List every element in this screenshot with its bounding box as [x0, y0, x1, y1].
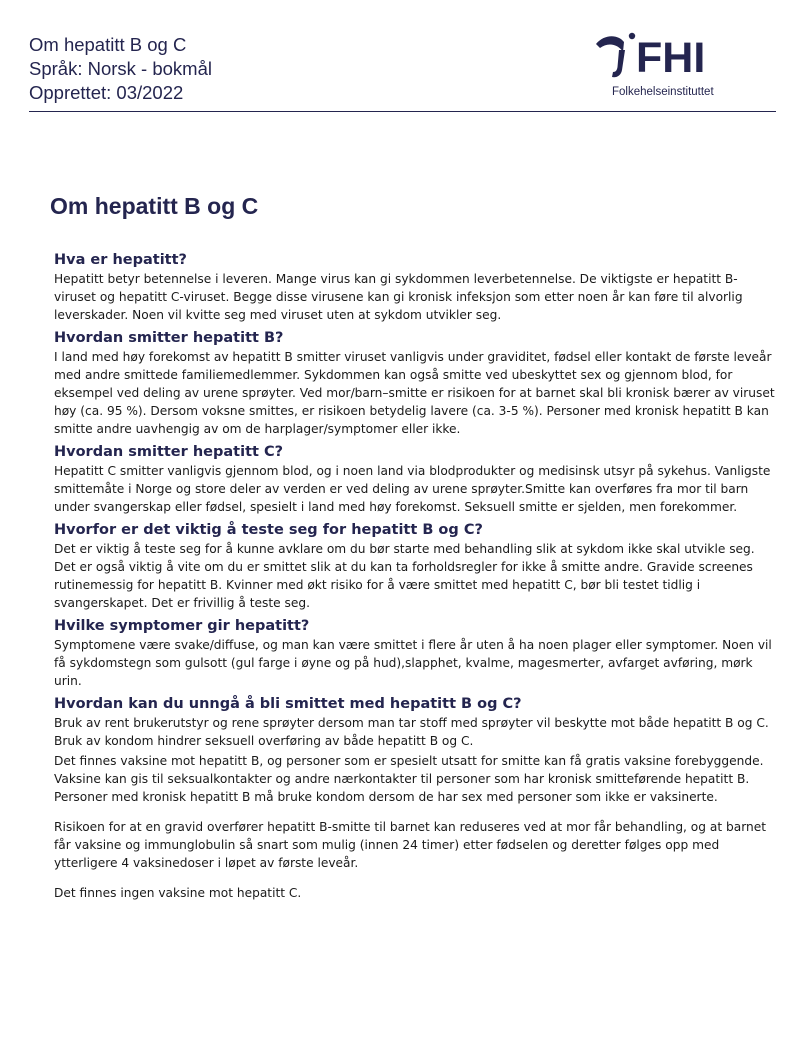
section-heading: Hvordan smitter hepatitt C? — [54, 444, 284, 460]
section-paragraph: Hepatitt C smitter vanligvis gjennom blod, og i noen land via blodprodukter og medisinsk utsyr på sykehus. Vanligste smittemåte i Norge og store deler av verden er ved deling av urene sprøyter.Smitte kan overføres fra mor til barn under svangerskap eller fødsel, spesielt i land med høy forekomst. Seksuell smitte er sjelden, men forekommer. — [54, 464, 771, 514]
section-paragraph: Det finnes ingen vaksine mot hepatitt C. — [54, 886, 302, 900]
section-heading: Hvordan smitter hepatitt B? — [54, 330, 284, 346]
section-transmission-c — [54, 442, 779, 516]
meta-title: Om hepatitt B og C — [29, 34, 187, 55]
section-paragraph: Det finnes vaksine mot hepatitt B, og personer som er spesielt utsatt for smitte kan få gratis vaksine forebyggende. Vaksine kan gis til seksualkontakter og andre nærkontakter til personer som har kronisk smitteførende hepatitt B. Personer med kronisk hepatitt B må bruke kondom dersom de har sex med personer som ikke er vaksinerte. — [54, 754, 764, 804]
section-paragraph: Hepatitt betyr betennelse i leveren. Mange virus kan gi sykdommen leverbetennelse. De viktigste er hepatitt B-viruset og hepatitt C-viruset. Begge disse virusene kan gi kronisk infeksjon som etter noen år kan føre til alvorlig leverskader. Noen vil kvitte seg med viruset uten at sykdom utvikler seg. — [54, 272, 743, 322]
section-paragraph: I land med høy forekomst av hepatitt B smitter viruset vanligvis under graviditet, fødsel eller kontakt de første leveår med andre smittede familiemedlemmer. Sykdommen kan også smitte ved ubeskyttet sex og gjennom blod, for eksempel ved deling av urene sprøyter. Ved mor/barn–smitte er risikoen for at barnet skal bli kronisk bærer av viruset høy (ca. 95 %). Dersom voksne smittes, er risikoen betydelig lavere (ca. 3-5 %). Personer med kronisk hepatitt B kan smitte andre uavhengig av om de harplager/symptomer eller ikke. — [54, 350, 775, 436]
section-why-test — [54, 520, 779, 612]
section-paragraph: Risikoen for at en gravid overfører hepatitt B-smitte til barnet kan reduseres ved at mor får behandling, og at barnet får vaksine og immunglobulin så snart som mulig (innen 24 timer) etter fødselen og deretter følges opp med ytterligere 4 vaksinedoser i løpet av første leveår. — [54, 820, 766, 870]
document-meta — [29, 33, 212, 105]
header-divider — [29, 111, 776, 112]
meta-language: Språk: Norsk - bokmål — [29, 58, 212, 79]
meta-created: Opprettet: 03/2022 — [29, 82, 184, 103]
section-heading: Hvorfor er det viktig å teste seg for hepatitt B og C? — [54, 522, 483, 538]
section-prevention — [54, 694, 779, 902]
fhi-figure-icon — [592, 30, 638, 80]
section-paragraph: Symptomene være svake/diffuse, og man kan være smittet i flere år uten å ha noen plager eller symptomer. Noen vil få sykdomstegn som gulsott (gul farge i øyne og på hud),slapphet, kvalme, magesmerter, avfarget avføring, mørk urin. — [54, 638, 772, 688]
logo-acronym: FHI — [636, 34, 706, 82]
document-body — [54, 250, 779, 906]
section-paragraph: Det er viktig å teste seg for å kunne avklare om du bør starte med behandling slik at sykdom ikke skal utvikle seg. Det er også viktig å vite om du er smittet slik at du kan ta forholdsregler for ikke å smitte andre. Gravide screenes rutinemessig for hepatitt B. Kvinner med økt risiko for å være smittet med hepatitt C, bør bli testet tidlig i svangerskapet. Det er frivillig å teste seg. — [54, 542, 755, 610]
section-what-is-hepatitis — [54, 250, 779, 324]
section-heading: Hvordan kan du unngå å bli smittet med hepatitt B og C? — [54, 696, 522, 712]
page-title: Om hepatitt B og C — [50, 193, 259, 219]
section-paragraph: Bruk av rent brukerutstyr og rene sprøyter dersom man tar stoff med sprøyter vil beskytte mot både hepatitt B og C. Bruk av kondom hindrer seksuell overføring av både hepatitt B og C. — [54, 716, 769, 748]
fhi-logo — [592, 30, 742, 105]
section-transmission-b — [54, 328, 779, 438]
section-symptoms — [54, 616, 779, 690]
logo-name: Folkehelseinstituttet — [612, 86, 714, 98]
section-heading: Hva er hepatitt? — [54, 252, 187, 268]
section-heading: Hvilke symptomer gir hepatitt? — [54, 618, 310, 634]
